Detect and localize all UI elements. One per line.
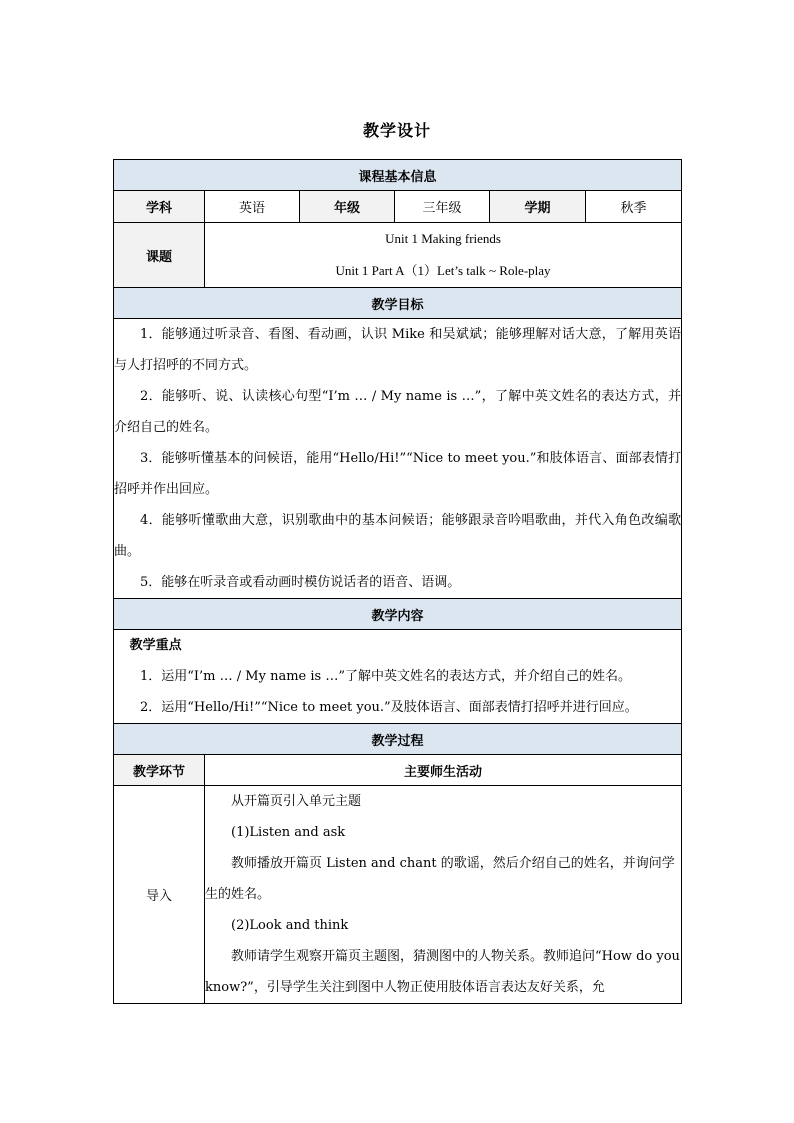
objective-item: 5．能够在听录音或看动画时模仿说话者的语音、语调。: [140, 575, 461, 590]
activity-line: 教师播放开篇页 Listen and chant 的歌谣，然后介绍自己的姓名，并询问学生的姓名。: [205, 856, 675, 902]
subject-value: 英语: [205, 191, 300, 223]
content-item: 2．运用“Hello/Hi!”“Nice to meet you.”及肢体语言、面部表情打招呼并进行回应。: [140, 700, 638, 715]
lesson-plan-table: [113, 159, 682, 1004]
objectives-list: [114, 319, 682, 599]
grade-value: 三年级: [395, 191, 490, 223]
content-header: 教学内容: [114, 599, 682, 630]
activity-line: 从开篇页引入单元主题: [231, 794, 362, 809]
activity-column-label: 主要师生活动: [205, 755, 682, 786]
content-item: 1．运用“I’m … / My name is …”了解中英文姓名的表达方式，并介绍自己的姓名。: [140, 669, 631, 684]
activity-line: 教师请学生观察开篇页主题图，猜测图中的人物关系。教师追问“How do you know?”，引导学生关注到图中人物正使用肢体语言表达友好关系，允: [205, 949, 680, 995]
objective-item: 2．能够听、说、认读核心句型“I’m … / My name is …”，了解中英文姓名的表达方式，并介绍自己的姓名。: [114, 389, 682, 435]
stage-column-label: 教学环节: [114, 755, 205, 786]
objective-item: 3．能够听懂基本的问候语，能用“Hello/Hi!”“Nice to meet you.”和肢体语言、面部表情打招呼并作出回应。: [114, 451, 682, 497]
focus-label: 教学重点: [129, 638, 182, 653]
term-value: 秋季: [586, 191, 682, 223]
lesson-line-1: Unit 1 Making friends: [385, 231, 501, 246]
term-label: 学期: [490, 191, 586, 223]
activity-cell: [205, 786, 682, 1004]
process-row: [114, 786, 682, 1004]
subject-label: 学科: [114, 191, 205, 223]
objectives-header: 教学目标: [114, 288, 682, 319]
process-column-header: [114, 755, 682, 786]
document-title: 教学设计: [362, 121, 431, 140]
process-header: 教学过程: [114, 724, 682, 755]
activity-line: (2)Look and think: [231, 918, 349, 933]
lesson-line-2: Unit 1 Part A（1）Let’s talk ~ Role-play: [335, 263, 551, 278]
content-list: [114, 630, 682, 724]
lesson-label: 课题: [114, 223, 205, 288]
objective-item: 4．能够听懂歌曲大意，识别歌曲中的基本问候语；能够跟录音吟唱歌曲，并代入角色改编歌曲。: [114, 513, 682, 559]
stage-name: 导入: [114, 786, 205, 1004]
lesson-value: [205, 223, 682, 288]
objective-item: 1．能够通过听录音、看图、看动画，认识 Mike 和吴斌斌；能够理解对话大意，了解用英语与人打招呼的不同方式。: [114, 327, 682, 373]
activity-line: (1)Listen and ask: [231, 825, 346, 840]
basic-info-header: 课程基本信息: [114, 160, 682, 191]
basic-info-row: [114, 191, 682, 223]
grade-label: 年级: [300, 191, 395, 223]
